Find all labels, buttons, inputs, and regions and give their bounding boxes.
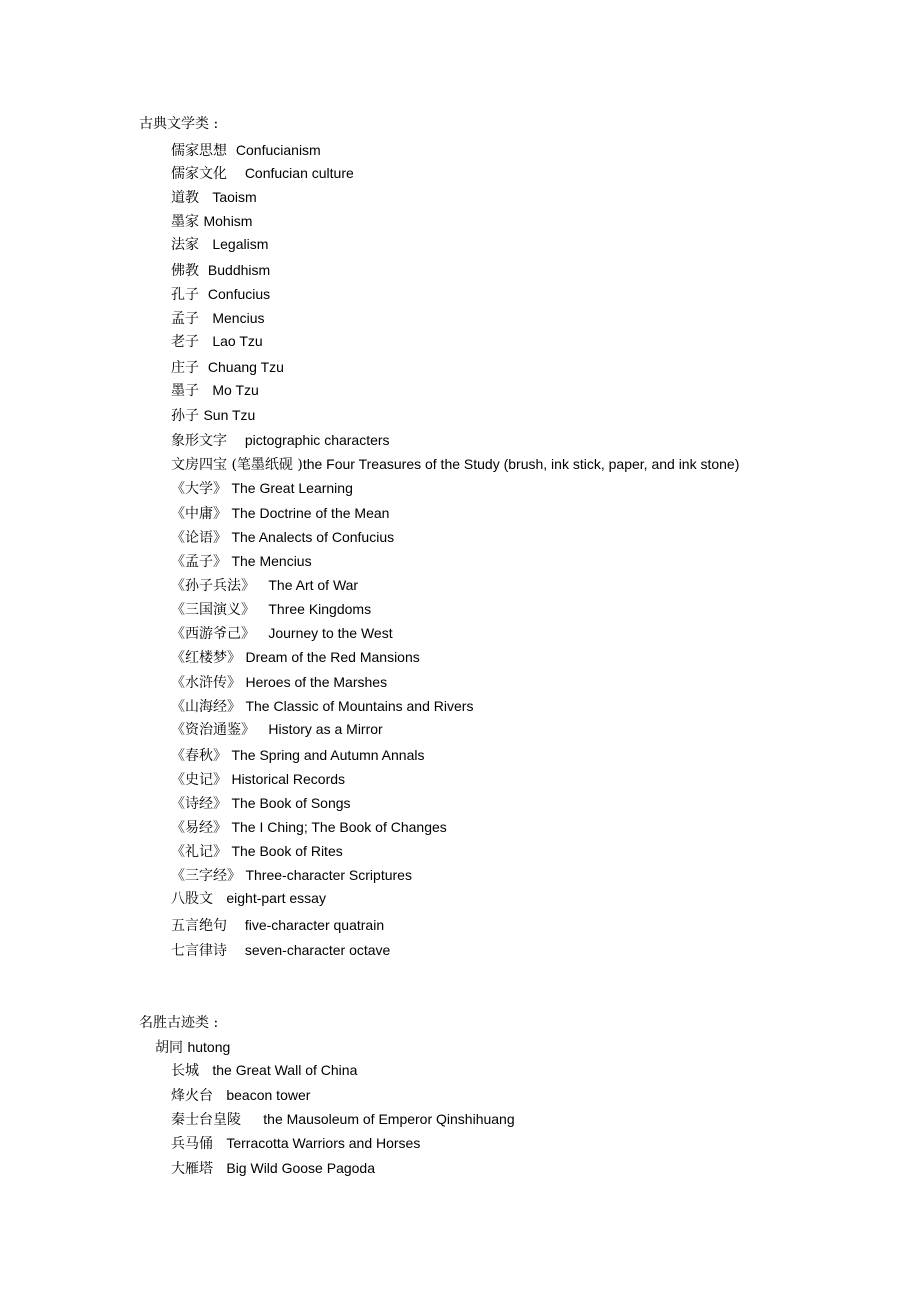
term-chinese: 《水浒传》 <box>171 675 246 691</box>
glossary-item <box>171 164 354 183</box>
term-english: Terracotta Warriors and Horses <box>226 1135 421 1151</box>
glossary-item <box>171 624 393 643</box>
term-chinese: 法家 <box>171 237 213 253</box>
term-english: The Spring and Autumn Annals <box>231 747 425 763</box>
glossary-item <box>155 1038 230 1057</box>
term-chinese: 《山海经》 <box>171 699 246 715</box>
term-english: hutong <box>187 1039 231 1055</box>
term-chinese: 兵马俑 <box>171 1136 227 1152</box>
term-english: Taoism <box>212 189 257 205</box>
term-chinese: 《论语》 <box>171 530 232 546</box>
section-heading-classical-literature: 古典文学类 : <box>139 116 219 132</box>
glossary-item <box>171 889 326 908</box>
term-english: Mo Tzu <box>212 382 259 398</box>
term-chinese: 孔子 <box>171 287 208 303</box>
term-english: The Analects of Confucius <box>231 529 395 545</box>
glossary-item <box>171 552 312 571</box>
glossary-item <box>171 818 447 837</box>
glossary-item <box>171 916 384 935</box>
glossary-item <box>171 309 265 328</box>
term-chinese: 墨子 <box>171 383 213 399</box>
term-chinese: 《大学》 <box>171 481 232 497</box>
glossary-item <box>171 746 424 765</box>
glossary-item <box>171 941 390 960</box>
term-chinese: 烽火台 <box>171 1088 227 1104</box>
term-english: The Art of War <box>268 577 359 593</box>
term-chinese: 象形文字 <box>171 433 245 449</box>
glossary-item <box>171 842 343 861</box>
glossary-item <box>171 576 358 595</box>
term-english: The Great Learning <box>231 480 353 496</box>
term-english: The Mencius <box>231 553 312 569</box>
term-english: Dream of the Red Mansions <box>245 649 420 665</box>
term-english: Chuang Tzu <box>207 359 284 375</box>
section-heading-scenic-spots: 名胜古迹类 : <box>139 1015 219 1031</box>
glossary-item <box>171 720 383 739</box>
term-english: The Doctrine of the Mean <box>231 505 390 521</box>
glossary-item <box>171 673 387 692</box>
glossary-item <box>171 1159 375 1178</box>
term-chinese: 《礼记》 <box>171 844 232 860</box>
glossary-item <box>171 285 270 304</box>
glossary-item <box>171 1110 515 1129</box>
glossary-item <box>171 406 255 425</box>
glossary-item <box>171 141 321 160</box>
term-english: The I Ching; The Book of Changes <box>231 819 447 835</box>
glossary-item <box>171 381 259 400</box>
term-english: Buddhism <box>207 262 271 278</box>
term-english: The Book of Songs <box>231 795 351 811</box>
glossary-item <box>171 455 739 474</box>
term-english: Three-character Scriptures <box>245 867 412 883</box>
term-chinese: 《孙子兵法》 <box>171 578 269 594</box>
glossary-item <box>171 235 268 254</box>
term-chinese: 秦士台皇陵 <box>171 1112 264 1128</box>
term-english: Confucius <box>207 286 271 302</box>
term-english: Sun Tzu <box>203 407 256 423</box>
glossary-item <box>171 212 252 231</box>
term-chinese: 《西游爷己》 <box>171 626 269 642</box>
glossary-item <box>171 479 353 498</box>
term-chinese: 八股文 <box>171 891 227 907</box>
term-chinese: 庄子 <box>171 360 208 376</box>
glossary-item <box>171 600 371 619</box>
term-english: Lao Tzu <box>212 333 263 349</box>
term-english: the Mausoleum of Emperor Qinshihuang <box>263 1111 515 1127</box>
term-chinese: 《春秋》 <box>171 748 232 764</box>
term-chinese: 孙子 <box>171 408 204 424</box>
term-chinese: 文房四宝 (笔墨纸砚 ) <box>171 457 303 473</box>
glossary-item <box>171 648 420 667</box>
term-chinese: 儒家思想 <box>171 143 236 159</box>
term-english: Historical Records <box>231 771 346 787</box>
glossary-item <box>171 504 389 523</box>
term-english: beacon tower <box>226 1087 311 1103</box>
term-chinese: 孟子 <box>171 311 213 327</box>
term-english: History as a Mirror <box>268 721 383 737</box>
term-english: Confucianism <box>235 142 321 158</box>
glossary-item <box>171 1086 310 1105</box>
glossary-item <box>171 794 351 813</box>
term-english: Three Kingdoms <box>268 601 372 617</box>
term-english: Journey to the West <box>268 625 393 641</box>
term-chinese: 《史记》 <box>171 772 232 788</box>
term-chinese: 佛教 <box>171 263 208 279</box>
term-english: Legalism <box>212 236 269 252</box>
term-english: Confucian culture <box>244 165 354 181</box>
glossary-item <box>171 866 412 885</box>
term-chinese: 长城 <box>171 1063 213 1079</box>
glossary-item <box>171 431 390 450</box>
term-chinese: 道教 <box>171 190 213 206</box>
term-chinese: 墨家 <box>171 214 204 230</box>
term-english: Big Wild Goose Pagoda <box>226 1160 375 1176</box>
term-english: eight-part essay <box>226 890 326 906</box>
term-chinese: 《中庸》 <box>171 506 232 522</box>
term-chinese: 老子 <box>171 334 213 350</box>
term-chinese: 儒家文化 <box>171 166 245 182</box>
glossary-item <box>171 358 284 377</box>
term-chinese: 《易经》 <box>171 820 232 836</box>
term-chinese: 《三字经》 <box>171 868 246 884</box>
term-chinese: 《资治通鉴》 <box>171 722 269 738</box>
term-english: The Book of Rites <box>231 843 343 859</box>
term-english: Heroes of the Marshes <box>245 674 388 690</box>
term-chinese: 《孟子》 <box>171 554 232 570</box>
term-english: Mencius <box>212 310 265 326</box>
term-chinese: 五言绝句 <box>171 918 245 934</box>
term-chinese: 七言律诗 <box>171 943 245 959</box>
term-english: the Four Treasures of the Study (brush, ink stick, paper, and ink stone) <box>302 456 740 472</box>
term-chinese: 《诗经》 <box>171 796 232 812</box>
glossary-item <box>171 261 270 280</box>
term-chinese: 胡同 <box>155 1040 188 1056</box>
term-chinese: 《三国演义》 <box>171 602 269 618</box>
term-english: Mohism <box>203 213 253 229</box>
glossary-item <box>171 1061 357 1080</box>
glossary-item <box>171 332 263 351</box>
glossary-item <box>171 1134 420 1153</box>
term-english: five-character quatrain <box>244 917 385 933</box>
glossary-item <box>171 528 394 547</box>
term-english: The Classic of Mountains and Rivers <box>245 698 474 714</box>
glossary-item <box>171 770 345 789</box>
glossary-item <box>171 697 473 716</box>
term-english: the Great Wall of China <box>212 1062 358 1078</box>
term-english: pictographic characters <box>244 432 390 448</box>
term-chinese: 《红楼梦》 <box>171 650 246 666</box>
glossary-item <box>171 188 257 207</box>
term-english: seven-character octave <box>244 942 391 958</box>
term-chinese: 大雁塔 <box>171 1161 227 1177</box>
